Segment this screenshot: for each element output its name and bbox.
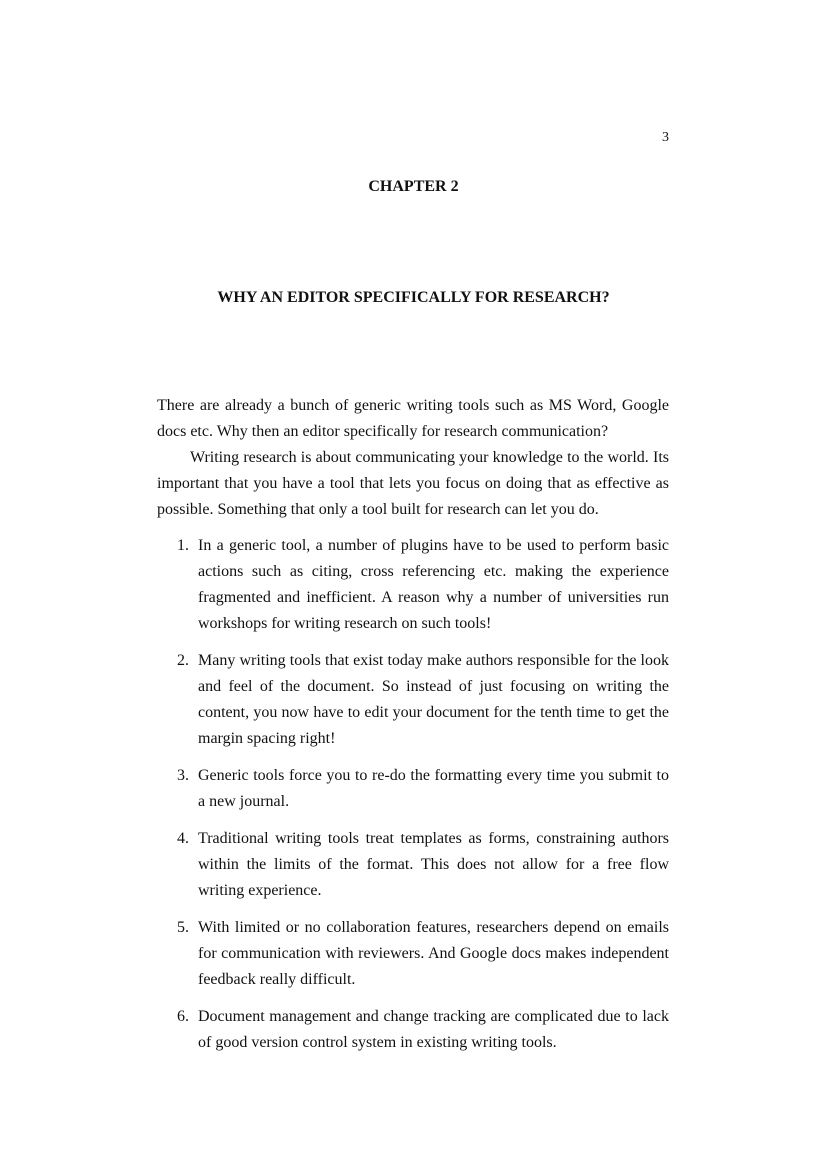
list-item-text: With limited or no collaboration features, researchers depend on emails for communication with reviewers. And Google docs makes independent feedback really difficult.	[198, 919, 669, 988]
list-number: 3.	[177, 767, 189, 784]
list-number: 5.	[177, 919, 189, 936]
intro-paragraph: There are already a bunch of generic writing tools such as MS Word, Google docs etc. Why then an editor specifically for research communication?	[157, 397, 669, 440]
chapter-body	[157, 393, 669, 1067]
list-item	[157, 763, 669, 815]
reasons-list	[157, 533, 669, 1056]
list-item	[157, 915, 669, 993]
list-item	[157, 826, 669, 904]
list-item	[157, 648, 669, 752]
list-number: 6.	[177, 1008, 189, 1025]
list-item-text: Many writing tools that exist today make authors responsible for the look and feel of the document. So instead of just focusing on writing the content, you now have to edit your document for the tenth time to get the margin spacing right!	[198, 652, 669, 747]
chapter-title: WHY AN EDITOR SPECIFICALLY FOR RESEARCH?	[217, 289, 610, 306]
list-item	[157, 533, 669, 637]
list-number: 2.	[177, 652, 189, 669]
list-item-text: In a generic tool, a number of plugins have to be used to perform basic actions such as citing, cross referencing etc. making the experience fragmented and inefficient. A reason why a number of universities run workshops for writing research on such tools!	[198, 537, 669, 632]
list-item-text: Generic tools force you to re-do the formatting every time you submit to a new journal.	[198, 767, 669, 810]
list-number: 1.	[177, 537, 189, 554]
chapter-label: CHAPTER 2	[368, 178, 459, 195]
list-number: 4.	[177, 830, 189, 847]
list-item-text: Document management and change tracking are complicated due to lack of good version control system in existing writing tools.	[198, 1008, 669, 1051]
list-item-text: Traditional writing tools treat templates as forms, constraining authors within the limits of the format. This does not allow for a free flow writing experience.	[198, 830, 669, 899]
body-paragraph: Writing research is about communicating your knowledge to the world. Its important that you have a tool that lets you focus on doing that as effective as possible. Something that only a tool built for research can let you do.	[157, 449, 669, 518]
page-number: 3	[662, 130, 669, 145]
list-item	[157, 1004, 669, 1056]
